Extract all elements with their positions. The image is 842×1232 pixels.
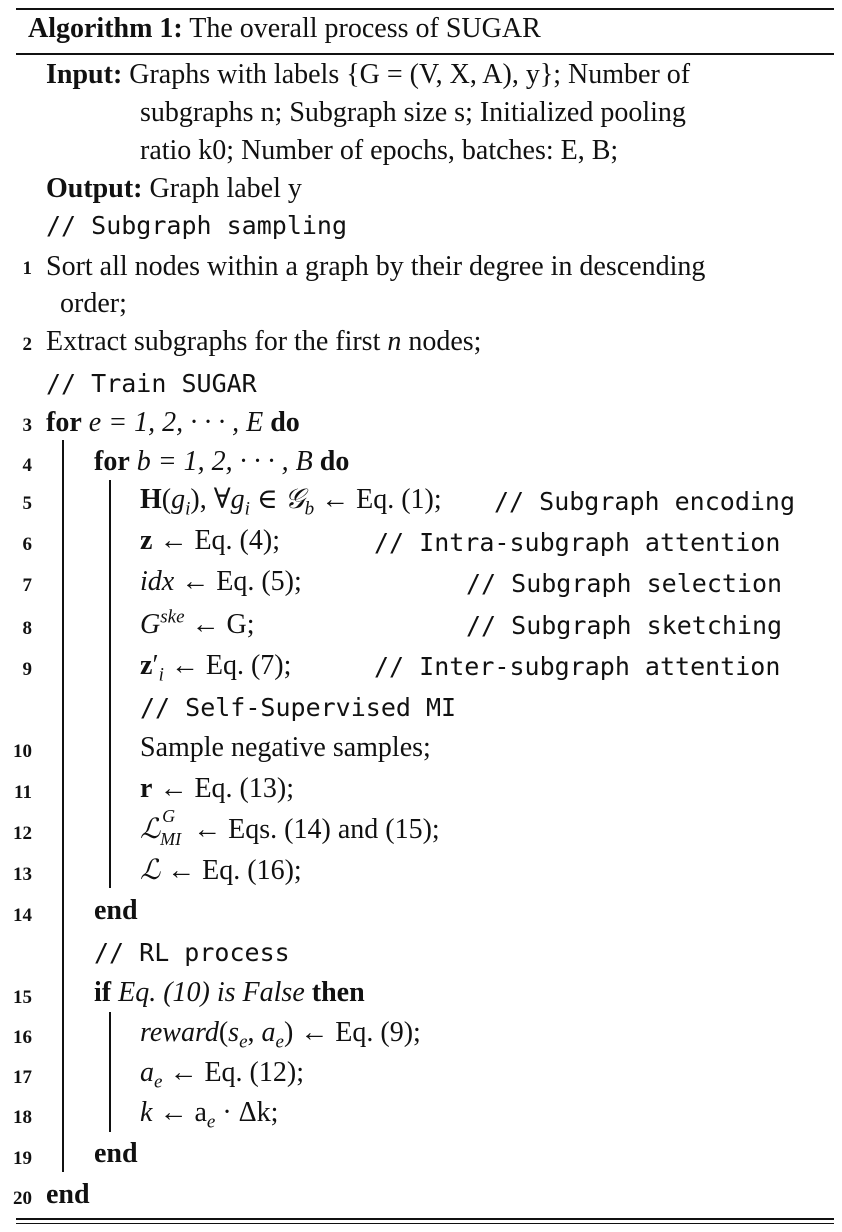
line-number-7: 7 [22,575,32,596]
step-12: ℒ G MI ← Eqs. (14) and (15); [140,806,440,849]
line-number-1: 1 [22,258,32,279]
kw-do-inner: do [319,446,350,477]
step-2 [46,327,481,357]
step-3-range: e = 1, 2, · · · , E [88,407,264,438]
step-16: $reward(s_e$, $a_e$) ← Eq. (9); [140,1017,421,1053]
bottom-rule-1 [16,1218,834,1220]
if-block-bar [109,1012,111,1132]
step-17: $a_e$ ← Eq. (12); [140,1057,304,1093]
step-15-cond-a: Eq. (10) [118,977,210,1008]
step-4-range: b = 1, 2, · · · , B [136,446,313,477]
step-16-eq: ← Eq. (9); [300,1017,421,1048]
line-number-3: 3 [22,415,32,436]
comment-sampling: // Subgraph sampling [46,211,348,240]
step-15 [94,978,365,1008]
line-number-12: 12 [13,823,32,844]
line-number-14: 14 [13,905,32,926]
step-8-eq: ← G; [191,609,255,640]
algorithm-title [28,14,541,44]
step-5: $H(g_i)$, $\forall g_i$ ∈ 𝒢$_b$ ← Eq. (1); [140,484,442,520]
step-11: r ← Eq. (13); [140,773,294,804]
step-9: $z'_i$ ← Eq. (7); [140,650,292,686]
kw-end-if: end [94,1138,138,1169]
step-18-eq: ← a [159,1097,207,1128]
line-number-13: 13 [13,864,32,885]
step-7-eq: ← Eq. (5); [181,566,302,597]
inner-loop-bar [109,480,111,888]
step-19 [94,1139,138,1169]
comment-intra: // Intra-subgraph attention [374,528,781,557]
line-number-16: 16 [13,1027,32,1048]
input-text-3: ratio k0; Number of epochs, batches: E, B; [140,135,619,166]
kw-for-outer: for [46,407,82,438]
comment-rl: // RL process [94,938,290,967]
line-number-6: 6 [22,534,32,555]
line-number-15: 15 [13,987,32,1008]
kw-for-inner: for [94,446,130,477]
step-10: Sample negative samples; [140,732,431,763]
comment-encoding: // Subgraph encoding [494,487,796,516]
step-20 [46,1180,90,1210]
step-1a: Sort all nodes within a graph by their degree in descending [46,251,706,282]
kw-if: if [94,977,112,1008]
input-label: Input: [46,59,123,90]
title-rule [16,53,834,55]
input-line-3 [140,136,618,166]
line-number-8: 8 [22,618,32,639]
step-3 [46,408,300,438]
outer-loop-bar [62,440,64,1172]
input-text-2: subgraphs n; Subgraph size s; Initialized pooling [140,97,686,128]
kw-end-outer: end [46,1179,90,1210]
kw-then: then [311,977,365,1008]
comment-sketching: // Subgraph sketching [466,611,783,640]
output-label: Output: [46,173,143,204]
step-13-eq: ← Eq. (16); [167,855,302,886]
step-6-eq: ← Eq. (4); [159,525,280,556]
step-18-eq-b: · Δk; [215,1097,279,1128]
step-9-eq: ← Eq. (7); [170,650,292,681]
step-11-eq: ← Eq. (13); [159,773,294,804]
step-1b: order; [60,288,127,319]
step-18: k ← $a_e \cdot \Delta k$; [140,1097,279,1133]
kw-do-outer: do [270,407,300,438]
output-text: Graph label y [149,173,302,204]
comment-train: // Train SUGAR [46,369,257,398]
line-number-9: 9 [22,659,32,680]
step-7: idx ← Eq. (5); [140,566,302,597]
comment-inter: // Inter-subgraph attention [374,652,781,681]
step-17-eq: ← Eq. (12); [169,1057,304,1088]
line-number-10: 10 [13,741,32,762]
line-number-19: 19 [13,1148,32,1169]
step-12-eq: ← Eqs. (14) and (15); [193,814,440,845]
comment-selection: // Subgraph selection [466,569,783,598]
line-number-5: 5 [22,493,32,514]
output-line [46,174,302,204]
input-text-1: Graphs with labels {G = (V, X, A), y}; Number of [129,59,691,90]
line-number-4: 4 [22,455,32,476]
line-number-18: 18 [13,1107,32,1128]
step-2-text-c: nodes; [401,326,482,357]
line-number-20: 20 [13,1188,32,1209]
step-13: ℒ ← Eq. (16); [140,855,302,886]
bottom-rule-2 [16,1223,834,1224]
line-number-2: 2 [22,334,32,355]
step-8: $G^{ske}$ ← G; [140,606,255,640]
comment-mi: // Self-Supervised MI [140,693,457,722]
top-rule [16,8,834,10]
input-line-1 [46,60,690,90]
line-number-17: 17 [13,1067,32,1088]
step-14 [94,896,138,926]
kw-end-inner: end [94,895,138,926]
input-line-2 [140,98,686,128]
step-2-text-a: Extract subgraphs for the first [46,326,388,357]
step-15-cond-b: is False [216,977,305,1008]
step-2-n: n [387,326,402,357]
algorithm-caption: The overall process of SUGAR [189,13,541,44]
line-number-11: 11 [14,782,32,803]
algorithm-label: Algorithm 1: [28,13,183,44]
step-4 [94,447,349,477]
step-6: z ← Eq. (4); [140,525,280,556]
step-5-eq: ← Eq. (1); [321,484,442,515]
